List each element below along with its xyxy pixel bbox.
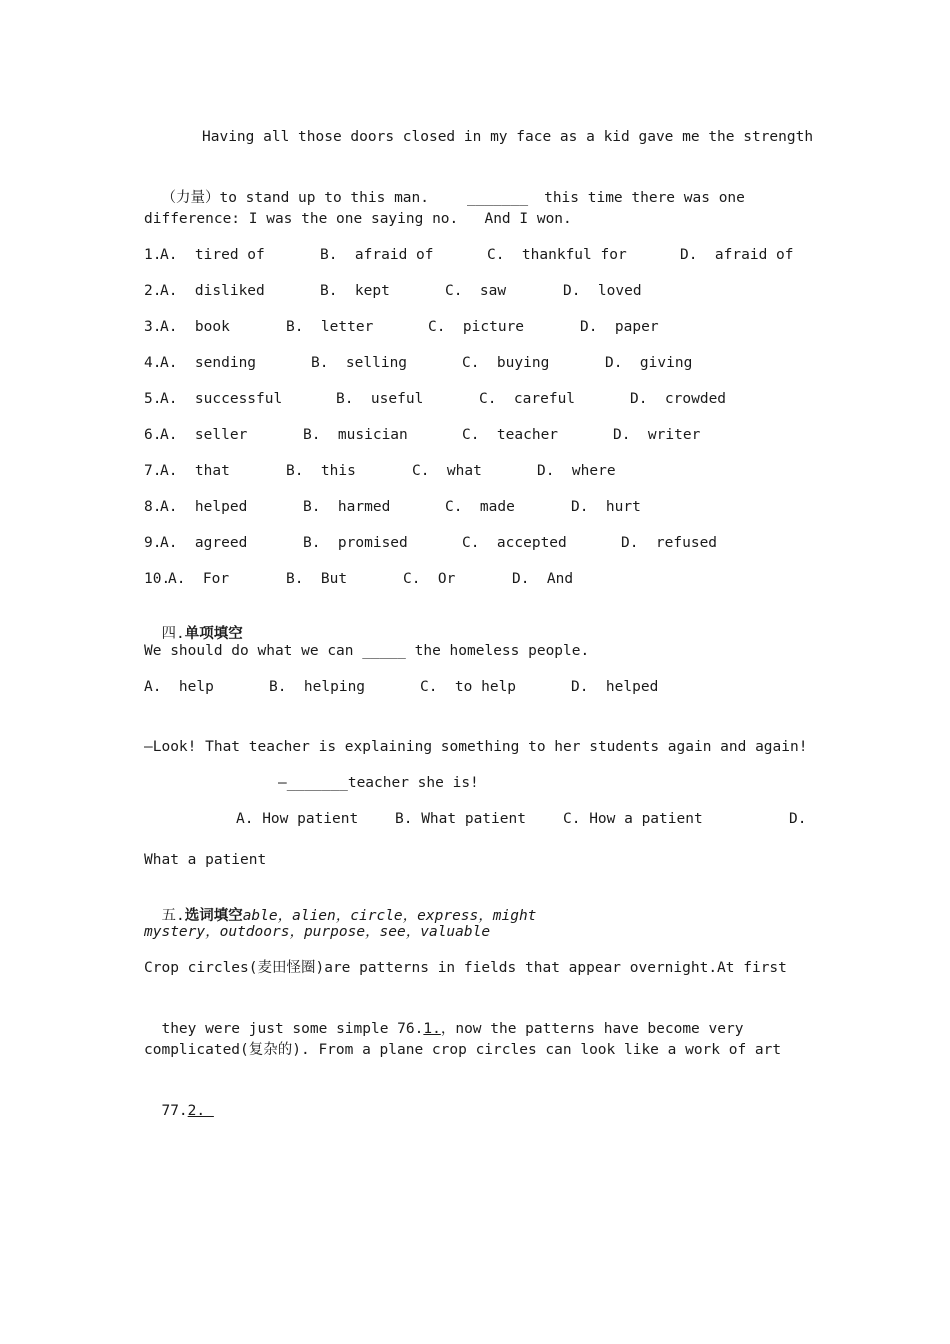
question-2-option-b: B. kept <box>320 283 390 299</box>
section-5-heading <box>144 886 536 926</box>
section-4-q1-option-b: B. helping <box>269 679 366 695</box>
blank-76: 1. <box>423 1021 441 1037</box>
passage-blank: _______ <box>466 190 529 206</box>
question-5-option-d: D. crowded <box>630 391 727 407</box>
question-4-option-a: A. sending <box>160 355 257 371</box>
question-1-option-c: C. thankful for <box>487 247 627 263</box>
blank-76-suffix: ，now the patterns have become very <box>440 1021 744 1037</box>
question-7-option-d: D. where <box>537 463 616 479</box>
section-4-number: 四. <box>161 626 185 642</box>
passage-line-2 <box>144 168 745 208</box>
question-6-option-a: A. seller <box>160 427 248 443</box>
word-bank-line-2: mystery，outdoors，purpose，see，valuable <box>144 924 491 940</box>
passage-line-2-end: this time there was one <box>544 190 745 206</box>
question-8-number: 8. <box>144 499 162 515</box>
question-2-option-d: D. loved <box>563 283 642 299</box>
section-4-q1-option-d: D. helped <box>571 679 659 695</box>
question-9-option-b: B. promised <box>303 535 408 551</box>
section-4-title: 单项填空 <box>184 626 243 642</box>
passage-line-3: difference: I was the one saying no. And I won. <box>144 211 572 227</box>
question-2-number: 2. <box>144 283 162 299</box>
section-4-q2-option-b: B. What patient <box>395 811 526 827</box>
section-5-paragraph-line-1: Crop circles(麦田怪圈)are patterns in fields that appear overnight.At first <box>144 960 787 976</box>
question-6-option-b: B. musician <box>303 427 408 443</box>
question-3-option-c: C. picture <box>428 319 525 335</box>
blank-76-prefix: they were just some simple 76. <box>161 1021 424 1037</box>
question-6-option-d: D. writer <box>613 427 701 443</box>
question-10-option-d: D. And <box>512 571 574 587</box>
section-5-paragraph-line-4 <box>144 1081 214 1121</box>
section-4-q2-option-c: C. How a patient <box>563 811 703 827</box>
section-5-number: 五. <box>161 908 185 924</box>
section-4-q2-option-d-text: What a patient <box>144 852 267 868</box>
section-4-q1-option-c: C. to help <box>420 679 517 695</box>
question-4-option-d: D. giving <box>605 355 693 371</box>
question-1-number: 1. <box>144 247 162 263</box>
question-9-option-d: D. refused <box>621 535 718 551</box>
question-9-option-a: A. agreed <box>160 535 248 551</box>
question-1-option-a: A. tired of <box>160 247 265 263</box>
section-4-heading <box>144 604 243 644</box>
question-9-number: 9. <box>144 535 162 551</box>
question-9-option-c: C. accepted <box>462 535 567 551</box>
question-7-option-a: A. that <box>160 463 230 479</box>
question-7-option-c: C. what <box>412 463 482 479</box>
question-3-option-b: B. letter <box>286 319 374 335</box>
question-3-option-d: D. paper <box>580 319 659 335</box>
question-8-option-d: D. hurt <box>571 499 641 515</box>
question-7-option-b: B. this <box>286 463 356 479</box>
question-10-number: 10. <box>144 571 171 587</box>
section-4-question-2-line-2: —_______teacher she is! <box>278 775 479 791</box>
question-2-option-a: A. disliked <box>160 283 265 299</box>
question-10-option-a: A. For <box>168 571 230 587</box>
question-8-option-b: B. harmed <box>303 499 391 515</box>
question-4-option-b: B. selling <box>311 355 408 371</box>
question-5-option-c: C. careful <box>479 391 576 407</box>
question-1-option-b: B. afraid of <box>320 247 434 263</box>
section-5-paragraph-line-3: complicated(复杂的). From a plane crop circles can look like a work of art <box>144 1042 782 1058</box>
passage-line-1: Having all those doors closed in my face as a kid gave me the strength <box>202 129 814 145</box>
blank-77-prefix: 77. <box>161 1103 188 1119</box>
question-1-option-d: D. afraid of <box>680 247 794 263</box>
section-4-q1-option-a: A. help <box>144 679 214 695</box>
question-4-number: 4. <box>144 355 162 371</box>
section-5-title: 选词填空 <box>184 908 243 924</box>
question-6-number: 6. <box>144 427 162 443</box>
question-5-option-a: A. successful <box>160 391 283 407</box>
question-5-option-b: B. useful <box>336 391 424 407</box>
question-5-number: 5. <box>144 391 162 407</box>
question-6-option-c: C. teacher <box>462 427 559 443</box>
question-4-option-c: C. buying <box>462 355 550 371</box>
passage-line-2-start: （力量）to stand up to this man. <box>161 190 429 206</box>
section-4-q2-option-a: A. How patient <box>236 811 359 827</box>
section-5-paragraph-line-2 <box>144 999 743 1039</box>
blank-77: 2. <box>187 1103 214 1119</box>
question-3-number: 3. <box>144 319 162 335</box>
word-bank-line-1: able，alien，circle，express，might <box>242 908 537 924</box>
question-8-option-a: A. helped <box>160 499 248 515</box>
question-2-option-c: C. saw <box>445 283 507 299</box>
question-10-option-c: C. Or <box>403 571 456 587</box>
section-4-question-2-line-1: —Look! That teacher is explaining something to her students again and again! <box>144 739 808 755</box>
question-8-option-c: C. made <box>445 499 515 515</box>
question-3-option-a: A. book <box>160 319 230 335</box>
section-4-question-1: We should do what we can _____ the homeless people. <box>144 643 590 659</box>
section-4-q2-option-d-letter: D. <box>789 811 807 827</box>
question-7-number: 7. <box>144 463 162 479</box>
question-10-option-b: B. But <box>286 571 348 587</box>
